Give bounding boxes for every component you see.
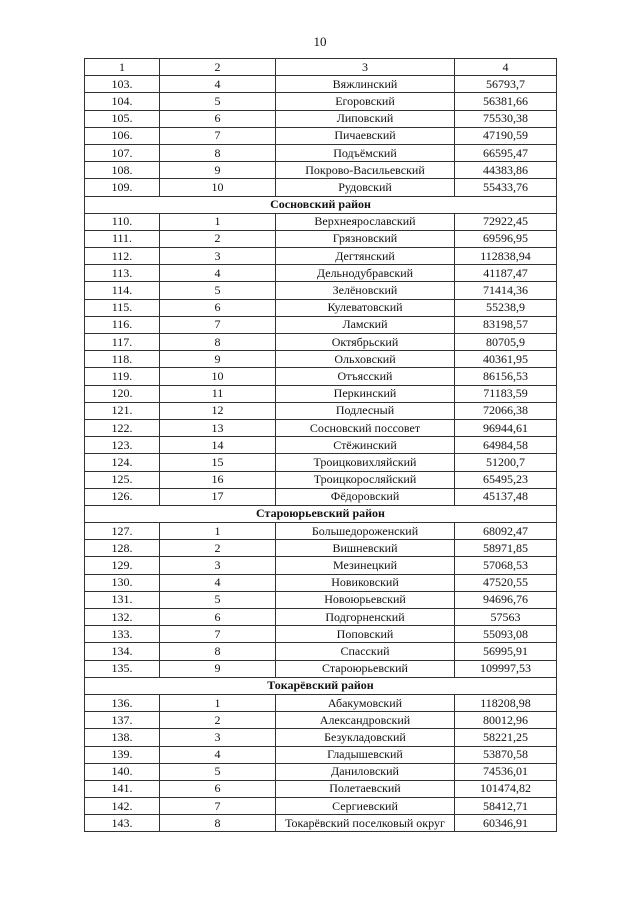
settlement-name-cell: Перкинский [276,385,455,402]
local-number-cell: 10 [160,179,276,196]
table-row [85,368,557,385]
amount-cell: 60346,91 [455,815,557,832]
table-row [85,127,557,144]
local-number-cell: 9 [160,351,276,368]
settlement-name-cell: Вишневский [276,540,455,557]
amount-cell: 58221,25 [455,729,557,746]
table-row [85,162,557,179]
row-number-cell: 127. [85,523,160,540]
row-number-cell: 133. [85,626,160,643]
row-number-cell: 108. [85,162,160,179]
local-number-cell: 13 [160,419,276,436]
local-number-cell: 9 [160,162,276,179]
section-header-row [85,677,557,694]
amount-cell: 68092,47 [455,523,557,540]
table-row [85,93,557,110]
row-number-cell: 103. [85,76,160,93]
settlement-name-cell: Токарёвский поселковый округ [276,815,455,832]
local-number-cell: 9 [160,660,276,677]
row-number-cell: 143. [85,815,160,832]
table-row [85,609,557,626]
table-row [85,798,557,815]
amount-cell: 65495,23 [455,471,557,488]
row-number-cell: 104. [85,93,160,110]
local-number-cell: 5 [160,93,276,110]
row-number-cell: 134. [85,643,160,660]
settlement-name-cell: Кулеватовский [276,299,455,316]
row-number-cell: 132. [85,609,160,626]
table-row [85,265,557,282]
table-header-row [85,59,557,76]
local-number-cell: 5 [160,591,276,608]
amount-cell: 53870,58 [455,746,557,763]
local-number-cell: 2 [160,540,276,557]
local-number-cell: 7 [160,798,276,815]
table-row [85,574,557,591]
local-number-cell: 2 [160,230,276,247]
local-number-cell: 7 [160,316,276,333]
row-number-cell: 115. [85,299,160,316]
local-number-cell: 1 [160,523,276,540]
row-number-cell: 140. [85,763,160,780]
table-row [85,437,557,454]
amount-cell: 47190,59 [455,127,557,144]
settlement-name-cell: Александровский [276,712,455,729]
row-number-cell: 138. [85,729,160,746]
local-number-cell: 6 [160,299,276,316]
amount-cell: 55238,9 [455,299,557,316]
settlement-name-cell: Даниловский [276,763,455,780]
settlement-name-cell: Сосновский поссовет [276,419,455,436]
settlement-name-cell: Абакумовский [276,694,455,711]
header-cell: 1 [85,59,160,76]
table-row [85,248,557,265]
settlement-name-cell: Егоровский [276,93,455,110]
local-number-cell: 3 [160,729,276,746]
row-number-cell: 120. [85,385,160,402]
local-number-cell: 1 [160,694,276,711]
local-number-cell: 3 [160,248,276,265]
table-row [85,557,557,574]
local-number-cell: 17 [160,488,276,505]
table-row [85,230,557,247]
amount-cell: 71183,59 [455,385,557,402]
row-number-cell: 123. [85,437,160,454]
settlement-name-cell: Дегтянский [276,248,455,265]
local-number-cell: 7 [160,127,276,144]
amount-cell: 45137,48 [455,488,557,505]
table-row [85,419,557,436]
table-row [85,540,557,557]
table-row [85,76,557,93]
settlement-name-cell: Поповский [276,626,455,643]
settlement-name-cell: Зелёновский [276,282,455,299]
table-row [85,523,557,540]
table-row [85,316,557,333]
row-number-cell: 128. [85,540,160,557]
amount-cell: 58971,85 [455,540,557,557]
local-number-cell: 4 [160,76,276,93]
settlement-name-cell: Верхнеярославский [276,213,455,230]
settlement-name-cell: Безукладовский [276,729,455,746]
header-cell: 2 [160,59,276,76]
table-row [85,591,557,608]
local-number-cell: 2 [160,712,276,729]
settlement-name-cell: Грязновский [276,230,455,247]
settlement-name-cell: Сергиевский [276,798,455,815]
local-number-cell: 15 [160,454,276,471]
row-number-cell: 139. [85,746,160,763]
local-number-cell: 12 [160,402,276,419]
row-number-cell: 118. [85,351,160,368]
settlement-name-cell: Липовский [276,110,455,127]
settlement-name-cell: Подгорненский [276,609,455,626]
row-number-cell: 113. [85,265,160,282]
local-number-cell: 8 [160,334,276,351]
settlement-name-cell: Новоюрьевский [276,591,455,608]
table-row [85,334,557,351]
table-row [85,729,557,746]
settlement-name-cell: Дельнодубравский [276,265,455,282]
settlement-name-cell: Новиковский [276,574,455,591]
row-number-cell: 135. [85,660,160,677]
row-number-cell: 121. [85,402,160,419]
settlement-name-cell: Пичаевский [276,127,455,144]
amount-cell: 75530,38 [455,110,557,127]
local-number-cell: 4 [160,574,276,591]
table-body [85,59,557,832]
amount-cell: 69596,95 [455,230,557,247]
amount-cell: 58412,71 [455,798,557,815]
table-row [85,454,557,471]
table-row [85,282,557,299]
local-number-cell: 6 [160,609,276,626]
amount-cell: 57563 [455,609,557,626]
section-header-row [85,196,557,213]
table-row [85,643,557,660]
settlement-name-cell: Рудовский [276,179,455,196]
row-number-cell: 129. [85,557,160,574]
header-cell: 4 [455,59,557,76]
row-number-cell: 109. [85,179,160,196]
local-number-cell: 4 [160,265,276,282]
settlement-name-cell: Подлесный [276,402,455,419]
local-number-cell: 4 [160,746,276,763]
row-number-cell: 125. [85,471,160,488]
row-number-cell: 122. [85,419,160,436]
local-number-cell: 5 [160,282,276,299]
amount-cell: 96944,61 [455,419,557,436]
section-header-row [85,505,557,522]
amount-cell: 94696,76 [455,591,557,608]
table-row [85,488,557,505]
settlement-name-cell: Октябрьский [276,334,455,351]
section-title: Сосновский район [85,196,557,213]
table-row [85,694,557,711]
amount-cell: 72922,45 [455,213,557,230]
amount-cell: 41187,47 [455,265,557,282]
table-row [85,402,557,419]
table-row [85,144,557,161]
local-number-cell: 7 [160,626,276,643]
settlement-name-cell: Отъясский [276,368,455,385]
row-number-cell: 116. [85,316,160,333]
amount-cell: 56381,66 [455,93,557,110]
page-number: 10 [313,34,327,49]
table-row [85,385,557,402]
settlement-name-cell: Полетаевский [276,780,455,797]
amount-cell: 71414,36 [455,282,557,299]
table-row [85,351,557,368]
amount-cell: 83198,57 [455,316,557,333]
local-number-cell: 3 [160,557,276,574]
amount-cell: 56995,91 [455,643,557,660]
row-number-cell: 117. [85,334,160,351]
header-cell: 3 [276,59,455,76]
amount-cell: 40361,95 [455,351,557,368]
section-title: Староюрьевский район [85,505,557,522]
local-number-cell: 6 [160,780,276,797]
amount-cell: 101474,82 [455,780,557,797]
table-row [85,213,557,230]
row-number-cell: 131. [85,591,160,608]
amount-cell: 74536,01 [455,763,557,780]
settlement-name-cell: Стёжинский [276,437,455,454]
table-row [85,299,557,316]
settlement-name-cell: Ламский [276,316,455,333]
settlement-name-cell: Ольховский [276,351,455,368]
settlement-name-cell: Покрово-Васильевский [276,162,455,179]
amount-cell: 64984,58 [455,437,557,454]
settlement-name-cell: Спасский [276,643,455,660]
row-number-cell: 136. [85,694,160,711]
table-row [85,179,557,196]
local-number-cell: 6 [160,110,276,127]
table-row [85,746,557,763]
row-number-cell: 119. [85,368,160,385]
local-number-cell: 8 [160,643,276,660]
settlement-name-cell: Мезинецкий [276,557,455,574]
row-number-cell: 111. [85,230,160,247]
amount-cell: 112838,94 [455,248,557,265]
amount-cell: 57068,53 [455,557,557,574]
local-number-cell: 16 [160,471,276,488]
settlement-name-cell: Староюрьевский [276,660,455,677]
settlement-name-cell: Большедороженский [276,523,455,540]
row-number-cell: 114. [85,282,160,299]
table-row [85,660,557,677]
settlement-name-cell: Вяжлинский [276,76,455,93]
settlement-name-cell: Подъёмский [276,144,455,161]
amount-cell: 55433,76 [455,179,557,196]
local-number-cell: 8 [160,144,276,161]
row-number-cell: 124. [85,454,160,471]
amount-cell: 80705,9 [455,334,557,351]
settlement-name-cell: Троицковихляйский [276,454,455,471]
amount-cell: 80012,96 [455,712,557,729]
table-row [85,110,557,127]
amount-cell: 118208,98 [455,694,557,711]
settlement-name-cell: Гладышевский [276,746,455,763]
row-number-cell: 141. [85,780,160,797]
amount-cell: 72066,38 [455,402,557,419]
row-number-cell: 142. [85,798,160,815]
local-number-cell: 10 [160,368,276,385]
row-number-cell: 130. [85,574,160,591]
row-number-cell: 137. [85,712,160,729]
row-number-cell: 105. [85,110,160,127]
row-number-cell: 106. [85,127,160,144]
amount-cell: 51200,7 [455,454,557,471]
local-number-cell: 5 [160,763,276,780]
settlement-name-cell: Фёдоровский [276,488,455,505]
table-row [85,780,557,797]
section-title: Токарёвский район [85,677,557,694]
local-number-cell: 14 [160,437,276,454]
amount-cell: 56793,7 [455,76,557,93]
amount-cell: 86156,53 [455,368,557,385]
table-row [85,471,557,488]
local-number-cell: 1 [160,213,276,230]
settlement-name-cell: Троицкоросляйский [276,471,455,488]
table-row [85,712,557,729]
row-number-cell: 110. [85,213,160,230]
local-number-cell: 11 [160,385,276,402]
amount-cell: 44383,86 [455,162,557,179]
local-number-cell: 8 [160,815,276,832]
amount-cell: 66595,47 [455,144,557,161]
table-row [85,815,557,832]
table-row [85,763,557,780]
amount-cell: 109997,53 [455,660,557,677]
amount-cell: 47520,55 [455,574,557,591]
amount-cell: 55093,08 [455,626,557,643]
row-number-cell: 107. [85,144,160,161]
row-number-cell: 112. [85,248,160,265]
table-row [85,626,557,643]
row-number-cell: 126. [85,488,160,505]
budget-table [84,58,557,832]
